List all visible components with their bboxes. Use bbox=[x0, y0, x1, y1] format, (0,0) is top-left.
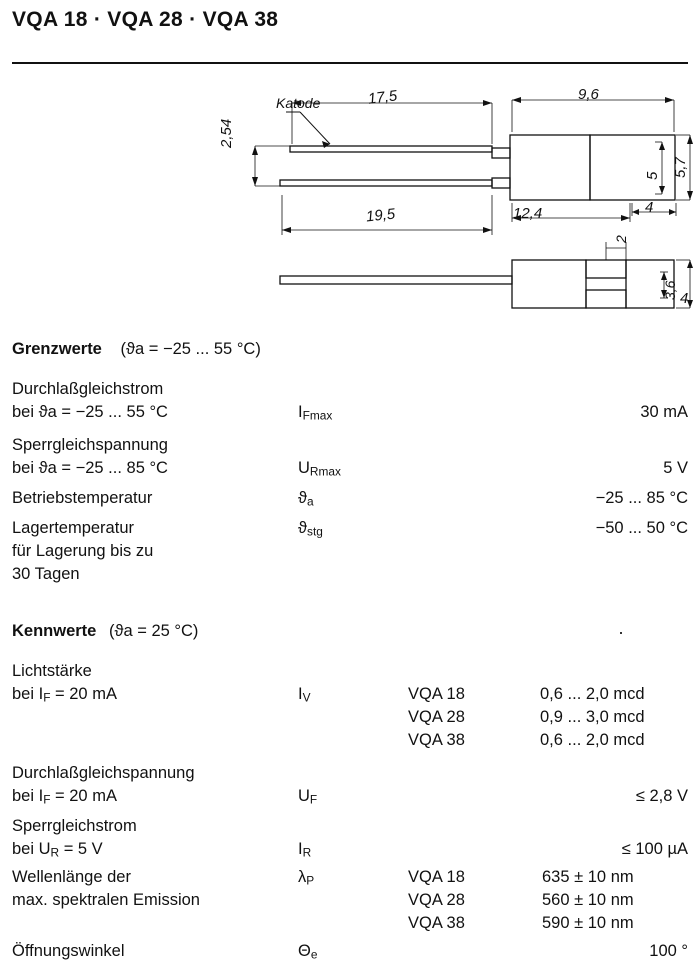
limits-row-0-symbol: $I_{Fmax}$ bbox=[298, 403, 333, 423]
char-row-0-symbol: $I_V$ bbox=[298, 685, 311, 705]
title-divider bbox=[12, 62, 688, 64]
stray-mark bbox=[620, 632, 622, 634]
char-row-0-value-0: 0,6 ... 2,0 mcd bbox=[540, 685, 645, 703]
char-row-0-label-1: Lichtstärke bbox=[12, 662, 92, 680]
char-row-2-label-1: Sperrgleichstrom bbox=[12, 817, 137, 835]
drawing-dim-2: 2 bbox=[613, 235, 629, 243]
char-row-3-label-2: max. spektralen Emission bbox=[12, 891, 200, 909]
char-row-3-value-2: 590 ± 10 nm bbox=[542, 914, 634, 932]
char-row-4-label-1: Öffnungswinkel bbox=[12, 942, 125, 960]
drawing-dim-12-4: 12,4 bbox=[513, 205, 543, 222]
limits-row-0-label-1: Durchlaßgleichstrom bbox=[12, 380, 164, 398]
limits-heading-condition: (ϑa = −25 ... 55 °C) bbox=[120, 340, 261, 358]
char-row-3-type-1: VQA 28 bbox=[408, 891, 465, 909]
char-row-1-label-1: Durchlaßgleichspannung bbox=[12, 764, 195, 782]
char-row-0-type-2: VQA 38 bbox=[408, 731, 465, 749]
characteristics-heading-condition: (ϑa = 25 °C) bbox=[108, 622, 199, 640]
limits-row-2-symbol: $ϑ_a$ bbox=[298, 489, 314, 509]
characteristics-heading: Kennwerte bbox=[12, 622, 97, 640]
drawing-dim-9-6: 9,6 bbox=[578, 86, 599, 103]
char-row-0-value-2: 0,6 ... 2,0 mcd bbox=[540, 731, 645, 749]
limits-row-3-value: −50 ... 50 °C bbox=[595, 519, 688, 537]
char-row-3-label-1: Wellenlänge der bbox=[12, 868, 131, 886]
drawing-dim-5-7: 5,7 bbox=[672, 157, 689, 178]
limits-row-1-label-2: bei ϑa = −25 ... 85 °C bbox=[12, 459, 168, 477]
char-row-2-label-2: bei $U_R = 5$ V bbox=[12, 840, 103, 860]
char-row-3-symbol: $\lambda_P$ bbox=[298, 868, 315, 888]
char-row-3-type-2: VQA 38 bbox=[408, 914, 465, 932]
limits-row-2-value: −25 ... 85 °C bbox=[595, 489, 688, 507]
char-row-1-value-0: ≤ 2,8 V bbox=[635, 787, 688, 805]
char-row-1-symbol: $U_F$ bbox=[298, 787, 318, 807]
limits-row-3-label-1: Lagertemperatur bbox=[12, 519, 134, 537]
limits-row-3-label-2: für Lagerung bis zu bbox=[12, 542, 154, 560]
limits-row-1-value: 5 V bbox=[663, 459, 688, 477]
drawing-dim-3-6: 3,6 bbox=[662, 280, 678, 300]
drawing-dim-19-5: 19,5 bbox=[365, 205, 397, 226]
drawing-dim-4: 4 bbox=[645, 199, 654, 216]
char-row-3-type-0: VQA 18 bbox=[408, 868, 465, 886]
limits-row-0-value: 30 mA bbox=[640, 403, 688, 421]
char-row-2-value-0: ≤ 100 µA bbox=[621, 840, 688, 858]
drawing-dim-4b: 4 bbox=[680, 290, 689, 307]
char-row-4-symbol: $\Theta_e$ bbox=[298, 942, 318, 962]
limits-row-0-label-2: bei ϑa = −25 ... 55 °C bbox=[12, 403, 168, 421]
char-row-1-label-2: bei $I_F = 20$ mA bbox=[12, 787, 117, 807]
char-row-3-value-1: 560 ± 10 nm bbox=[542, 891, 634, 909]
char-row-0-label-2: bei $I_F = 20$ mA bbox=[12, 685, 117, 705]
section-heading-limits bbox=[12, 340, 261, 359]
limits-row-3-label-3: 30 Tagen bbox=[12, 565, 80, 583]
char-row-4-value-0: 100 ° bbox=[649, 942, 688, 960]
char-row-3-value-0: 635 ± 10 nm bbox=[542, 868, 634, 886]
limits-heading: Grenzwerte bbox=[12, 340, 102, 358]
char-row-0-type-0: VQA 18 bbox=[408, 685, 465, 703]
drawing-dim-5: 5 bbox=[644, 171, 661, 180]
limits-row-2-label-1: Betriebstemperatur bbox=[12, 489, 153, 507]
char-row-0-value-1: 0,9 ... 3,0 mcd bbox=[540, 708, 645, 726]
page-title: VQA 18 · VQA 28 · VQA 38 bbox=[12, 8, 279, 31]
drawing-dim-17-5: 17,5 bbox=[367, 87, 399, 108]
limits-row-3-symbol: $ϑ_{stg}$ bbox=[298, 519, 323, 539]
char-row-2-symbol: $I_R$ bbox=[298, 840, 312, 860]
section-heading-characteristics bbox=[12, 622, 198, 641]
component-drawing bbox=[0, 70, 700, 320]
char-row-0-type-1: VQA 28 bbox=[408, 708, 465, 726]
limits-row-1-symbol: $U_{Rmax}$ bbox=[298, 459, 341, 479]
drawing-dim-2-54: 2,54 bbox=[218, 118, 235, 148]
drawing-label-katode: Katode bbox=[276, 95, 321, 111]
limits-row-1-label-1: Sperrgleichspannung bbox=[12, 436, 168, 454]
